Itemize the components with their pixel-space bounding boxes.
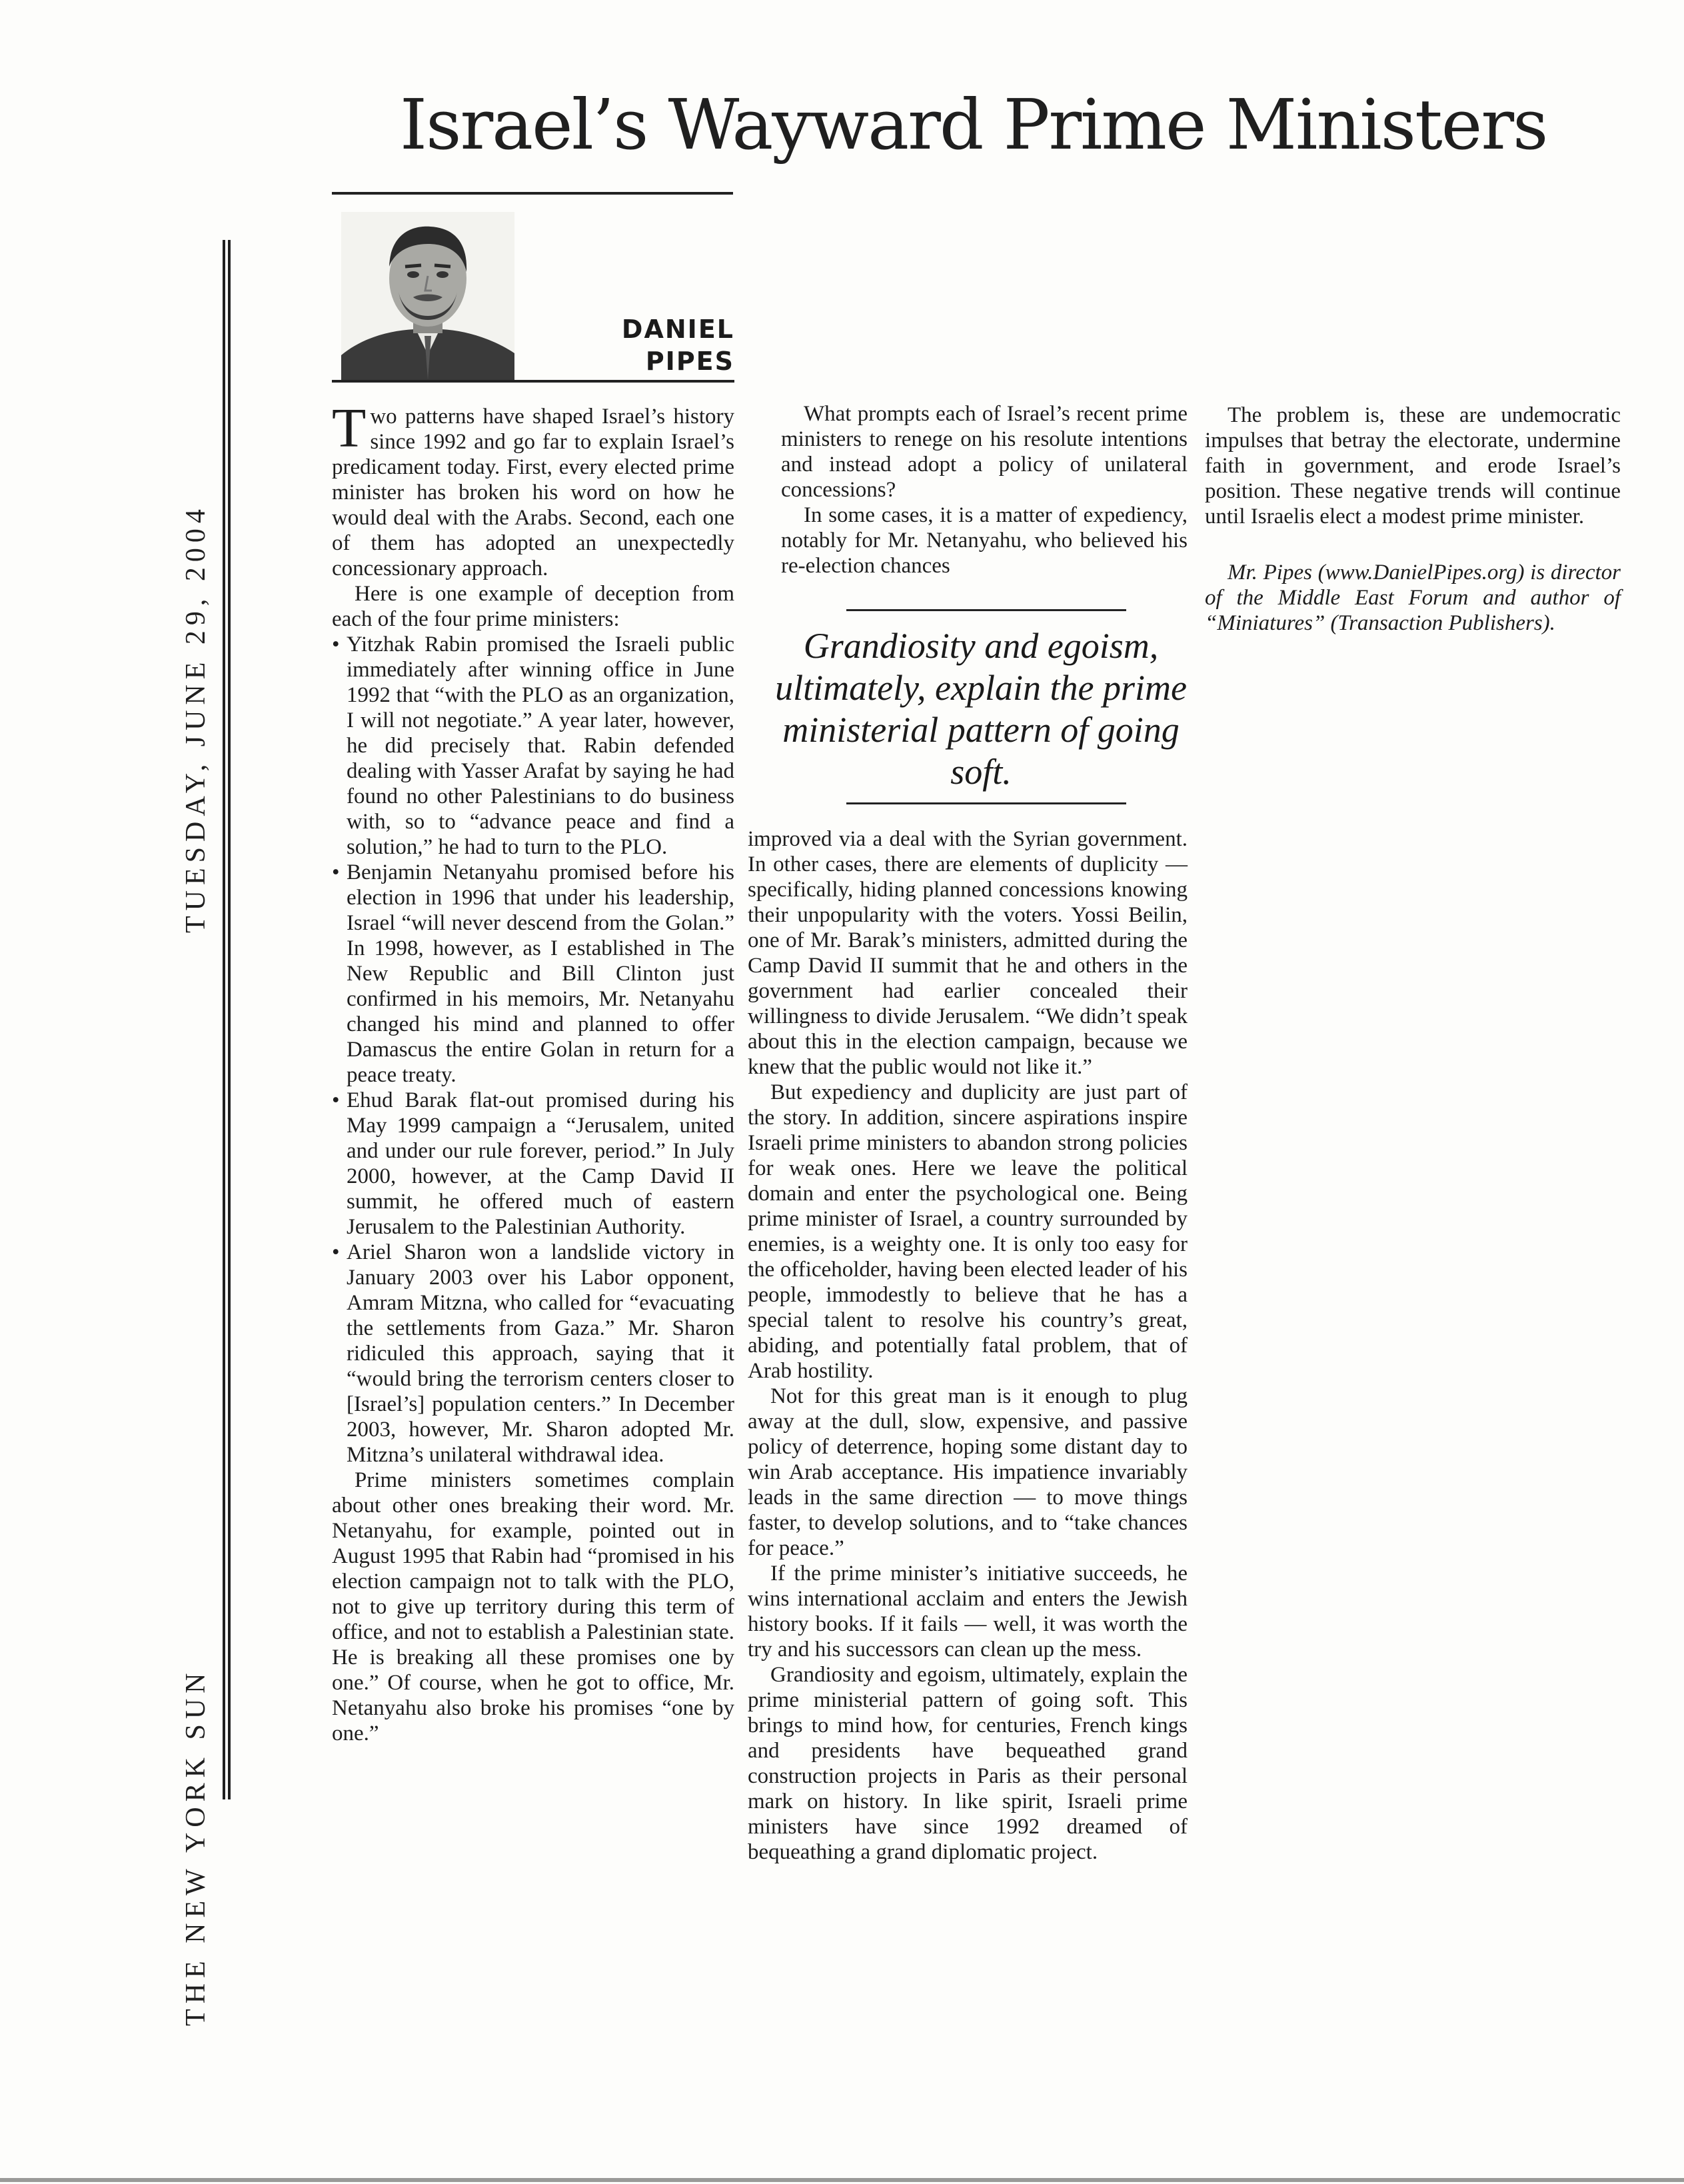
paragraph: Not for this great man is it enough to plug away at the dull, slow, expensive, and passive policy of deterrence, hoping some distant day to win Arab acceptance. His impatience invariably leads in the same direction — to move things faster, to develop solutions, and to “take chances for peace.” [748,1384,1188,1560]
byline [586,313,734,377]
paragraph: But expediency and duplicity are just part of the story. In addition, sincere aspirations inspire Israeli prime ministers to abandon strong policies for weak ones. Here we leave the political domain and enter the psychological one. Being prime minister of Israel, a country surrounded by enemies, is a weighty one. It is only too easy for the officeholder, having been elected leader of his people, immodestly to believe that he has a special talent to resolve his country’s great, abiding, and potentially fatal problem, that of Arab hostility. [748,1080,1188,1383]
list-item: • Yitzhak Rabin promised the Israeli public immediately after winning office in June 1992 that “with the PLO as an organization, I will not negotiate.” A year later, however, he did precisely that. Rabin defended dealing with Yasser Arafat by saying he had found no other Palestinians to do business with, so to “advance peace and find a solution,” he had to turn to the PLO. [332,632,734,860]
pullquote-rule [846,802,1126,804]
examples-list [332,632,734,1468]
paragraph: What prompts each of Israel’s recent prime ministers to renege on his resolute intentions and instead adopt a policy of unilateral concessions? [781,402,1188,502]
paragraph: Prime ministers sometimes complain about other ones breaking their word. Mr. Netanyahu, for example, pointed out in August 1995 that Rabin had “promised in his election campaign not to talk with the PLO, not to give up territory during this term of office, and not to establish a Palestinian state. He is breaking all these promises one by one.” Of course, when he got to office, Mr. Netanyahu also broke his promises “one by one.” [332,1468,734,1745]
list-item: • Ehud Barak flat-out promised during his May 1999 campaign a “Jerusalem, united and under our rule forever, period.” In July 2000, however, at the Camp David II summit, he offered much of eastern Jerusalem to the Palestinian Authority. [332,1088,734,1240]
paragraph: The problem is, these are undemocratic impulses that betray the electorate, undermine faith in government, and erode Israel’s position. These negative trends will continue until Israelis elect a modest prime minister. [1205,403,1621,529]
publication-name: THE NEW YORK SUN [181,1667,211,2026]
paragraph: If the prime minister’s initiative succeeds, he wins international acclaim and enters the Jewish history books. If it fails — well, it was worth the try and his successors can clean up the mess. [748,1562,1188,1661]
paragraph: Grandiosity and egoism, ultimately, explain the prime ministerial pattern of going soft. This brings to mind how, for centuries, French kings and presidents have bequeathed grand construction projects in Paris as their personal mark on history. In like spirit, Israeli prime ministers have since 1992 dreamed of bequeathing a grand diplomatic project. [748,1663,1188,1864]
paragraph: improved via a deal with the Syrian government. In other cases, there are elements of duplicity — specifically, hiding planned concessions knowing their unpopularity with the voters. Yossi Beilin, one of Mr. Barak’s ministers, admitted during the Camp David II summit that he and others in the government had earlier concealed their willingness to divide Jerusalem. “We didn’t speak about this in the election campaign, because we knew that the public would not like it.” [748,827,1188,1079]
author-portrait-image [341,212,514,380]
paragraph: Here is one example of deception from each of the four prime ministers: [332,582,734,631]
article-column-1 [332,397,734,1746]
pullquote: Grandiosity and egoism, ultimately, explain the prime ministerial pattern of going soft. [775,626,1187,792]
sidebar-rule [228,240,231,1799]
sidebar-rule [223,240,225,1799]
article-column-2-top [781,401,1188,578]
byline-last-name: PIPES [645,347,734,376]
paragraph-text: wo patterns have shaped Israel’s history since 1992 and go far to explain Israel’s predicament today. First, every elected prime minister has broken his word on how he would deal with the Arabs. Second, each one of them has adopted an unexpectedly concessionary approach. [332,405,734,580]
byline-rule [332,380,734,383]
headline-rule [332,192,733,195]
drop-cap: T [332,397,367,459]
article-column-3 [1205,403,1621,636]
list-item: • Benjamin Netanyahu promised before his election in 1996 that under his leadership, Israel “will never descend from the Golan.” In 1998, however, as I established in The New Republic and Bill Clinton just confirmed in his memoirs, Mr. Netanyahu changed his mind and planned to offer Damascus the entire Golan in return for a peace treaty. [332,860,734,1088]
headline: Israel’s Wayward Prime Ministers [400,84,1547,165]
article-column-2-bottom [748,826,1188,1865]
paragraph [332,397,734,581]
pullquote-rule [846,609,1126,611]
author-photo [341,212,514,380]
author-bio: Mr. Pipes (www.DanielPipes.org) is director of the Middle East Forum and author of “Miniatures” (Transaction Publishers). [1205,560,1621,635]
list-item: • Ariel Sharon won a landslide victory in January 2003 over his Labor opponent, Amram Mitzna, who called for “evacuating the settlements from Gaza.” Mr. Sharon ridiculed this approach, saying that it “would bring the terrorism centers closer to [Israel’s] population centers.” In December 2003, however, Mr. Sharon adopted Mr. Mitzna’s unilateral withdrawal idea. [332,1240,734,1468]
paragraph: In some cases, it is a matter of expediency, notably for Mr. Netanyahu, who believed his re-election chances [781,503,1188,578]
sidebar [173,240,227,2026]
byline-first-name: DANIEL [621,315,734,344]
publication-date: TUESDAY, JUNE 29, 2004 [181,504,211,933]
page-edge [0,2178,1684,2182]
